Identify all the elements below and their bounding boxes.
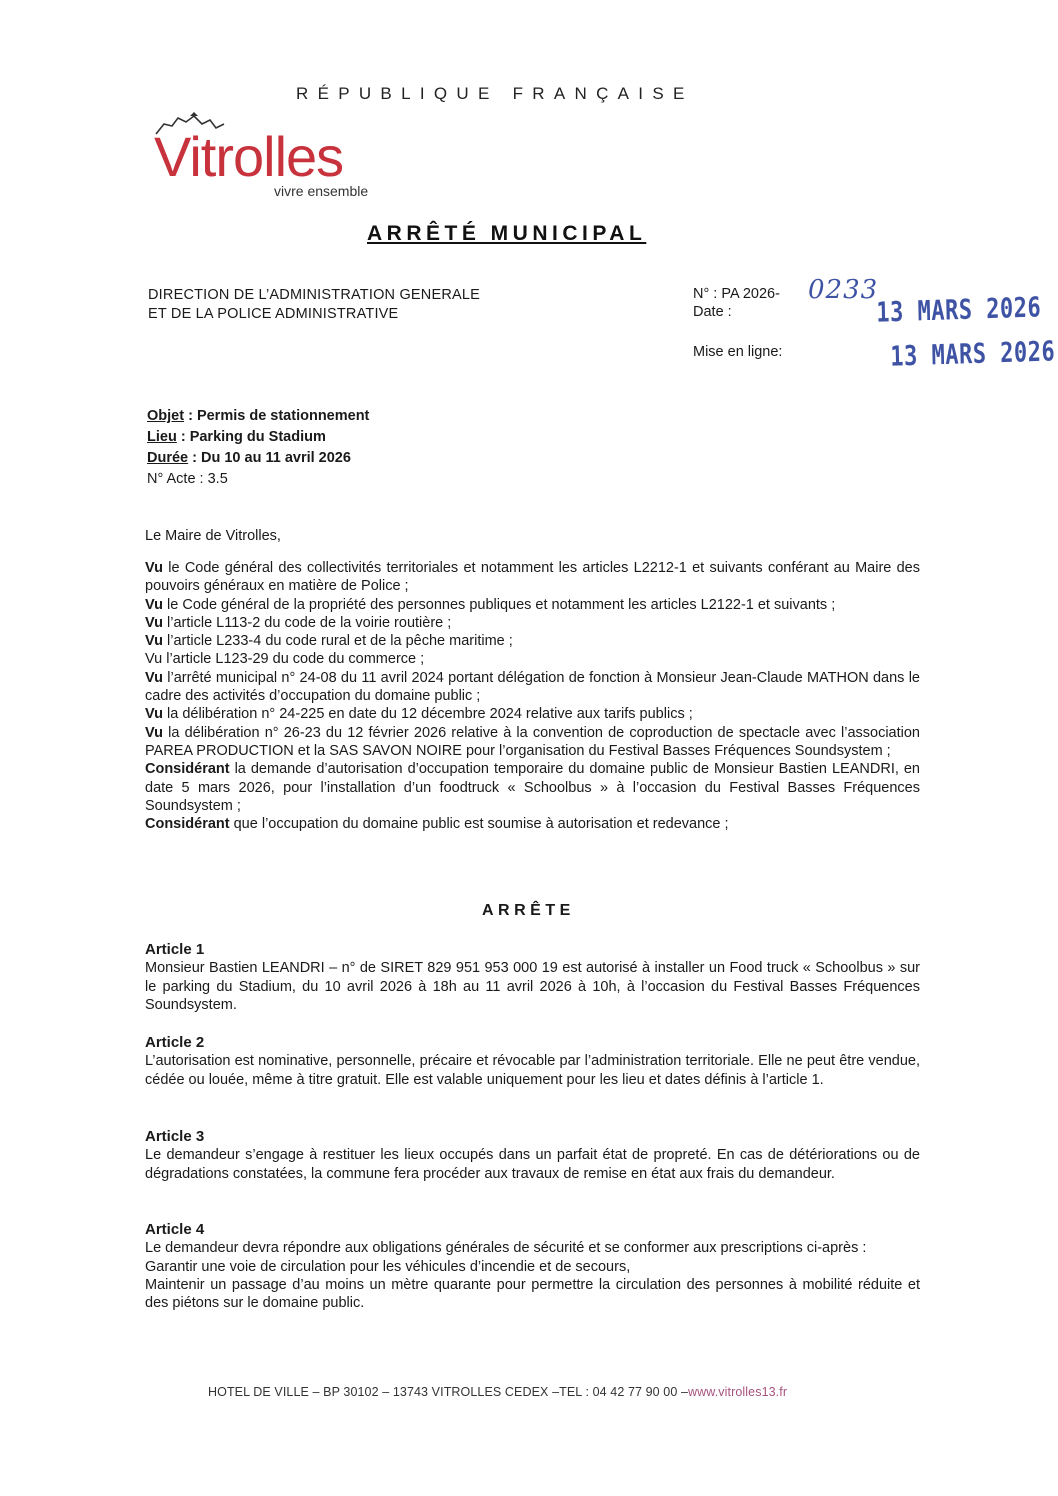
duree-line (147, 448, 369, 469)
article-paragraph: L’autorisation est nominative, personnelle, précaire et révocable par l’administration territoriale. Elle ne peut être vendue, cédée ou louée, même à titre gratuit. Elle est valable uniquement pour les lieu et dates définis à l’article 1. (145, 1053, 920, 1088)
visa-item (145, 632, 920, 650)
acte-line: N° Acte : 3.5 (147, 471, 228, 487)
article-title: Article 3 (145, 1128, 205, 1145)
article-title: Article 4 (145, 1221, 205, 1238)
visa-prefix: Considérant (145, 761, 230, 778)
footer (208, 1385, 787, 1399)
logo-wordmark: Vitrolles (154, 125, 344, 188)
article-paragraph: Le demandeur devra répondre aux obligations générales de sécurité et se conformer aux prescriptions ci-après : (145, 1240, 867, 1257)
visa-item (145, 815, 920, 833)
objet-block (147, 406, 369, 490)
visas-list (145, 559, 920, 833)
visa-text: que l’occupation du domaine public est soumise à autorisation et redevance ; (229, 816, 729, 833)
visa-text: l’article L233-4 du code rural et de la pêche maritime ; (163, 633, 513, 650)
article-3 (145, 1128, 920, 1183)
lieu-line (147, 427, 369, 448)
objet-value: : Permis de stationnement (184, 408, 370, 424)
visa-prefix: Vu (145, 724, 163, 741)
visa-item (145, 705, 920, 723)
article-paragraph: Maintenir un passage d’au moins un mètre quarante pour permettre la circulation des personnes à mobilité réduite et des piétons sur le domaine public. (145, 1276, 920, 1312)
article-paragraph: Garantir une voie de circulation pour les véhicules d’incendie et de secours, (145, 1258, 631, 1275)
visa-prefix: Vu (145, 651, 163, 668)
visa-item (145, 614, 920, 632)
objet-label: Objet (147, 408, 185, 424)
intro-text: Le Maire de Vitrolles, (145, 528, 281, 544)
mise-en-ligne-label: Mise en ligne: (693, 344, 783, 360)
visa-item (145, 559, 920, 596)
article-4 (145, 1221, 920, 1312)
visa-prefix: Vu (145, 560, 163, 576)
visa-item (145, 596, 920, 614)
visa-prefix: Vu (145, 706, 163, 723)
direction-block (148, 286, 480, 324)
logo-tagline: vivre ensemble (274, 183, 369, 199)
visa-prefix: Vu (145, 596, 163, 613)
document-title: ARRÊTÉ MUNICIPAL (367, 222, 647, 245)
article-paragraph: Monsieur Bastien LEANDRI – n° de SIRET 829 951 953 000 19 est autorisé à installer un Food truck « Schoolbus » sur le parking du Stadium, du 10 avril 2026 à 18h au 11 avril 2026 à 10h, à l’occasion du Festival Basses Fréquences Soundsystem. (145, 960, 920, 1013)
visa-text: le Code général de la propriété des personnes publiques et notamment les articles L2122-1 et suivants ; (163, 596, 836, 613)
duree-label: Durée (147, 450, 189, 466)
visa-prefix: Vu (145, 614, 163, 631)
duree-value: : Du 10 au 11 avril 2026 (188, 450, 351, 466)
direction-line-2: ET DE LA POLICE ADMINISTRATIVE (148, 306, 399, 322)
direction-line-1: DIRECTION DE L’ADMINISTRATION GENERALE (148, 287, 481, 303)
visa-prefix: Vu (145, 633, 163, 650)
lieu-value: : Parking du Stadium (176, 429, 326, 445)
numero-handwritten-value: 0233 (808, 275, 879, 305)
visa-text: l’article L113-2 du code de la voirie routière ; (163, 614, 452, 631)
article-paragraph: Le demandeur s’engage à restituer les lieux occupés dans un parfait état de propreté. En cas de détériorations ou de dégradations constatées, la commune fera procéder aux travaux de remise en état aux frais du demandeur. (145, 1147, 920, 1182)
article-title: Article 2 (145, 1034, 205, 1051)
visa-text: la demande d’autorisation d’occupation temporaire du domaine public de Monsieur Bastien LEANDRI, en date 5 mars 2026, pour l’installation d’un foodtruck « Schoolbus » à l’occasion du Festival Basses Fréquences Soundsystem ; (145, 761, 920, 814)
visa-prefix: Vu (145, 669, 163, 686)
republique-francaise-heading: RÉPUBLIQUE FRANÇAISE (296, 84, 694, 103)
visa-text: l’arrêté municipal n° 24-08 du 11 avril 2024 portant délégation de fonction à Monsieur Jean-Claude MATHON dans le cadre des activités d’occupation du domaine public ; (145, 669, 920, 705)
vitrolles-logo (150, 112, 400, 204)
mise-en-ligne-stamp: 13 MARS 2026 (890, 336, 1056, 374)
visa-item (145, 760, 920, 815)
article-1 (145, 941, 920, 1014)
article-title: Article 1 (145, 941, 205, 958)
visa-text: la délibération n° 26-23 du 12 février 2026 relative à la convention de coproduction de spectacle avec l’association PAREA PRODUCTION et la SAS SAVON NOIRE pour l’organisation du Festival Basses Fréquences Soundsystem ; (145, 724, 920, 759)
footer-address: HOTEL DE VILLE – BP 30102 – 13743 VITROLLES CEDEX –TEL : 04 42 77 90 00 – (208, 1385, 689, 1399)
visa-prefix: Considérant (145, 816, 230, 833)
footer-website-link[interactable]: www.vitrolles13.fr (688, 1385, 788, 1399)
objet-line (147, 406, 369, 427)
numero-label: N° : PA 2026- (693, 286, 780, 302)
visa-item (145, 650, 920, 668)
arrete-heading: ARRÊTE (482, 902, 575, 919)
visa-text: le Code général des collectivités territoriales et notamment les articles L2212-1 et suivants conférant au Maire des pouvoirs généraux en matière de Police ; (145, 560, 920, 595)
date-stamp: 13 MARS 2026 (876, 292, 1042, 330)
lieu-label: Lieu (147, 429, 177, 445)
article-2 (145, 1034, 920, 1089)
visa-item (145, 724, 920, 761)
vitrolles-logo-graphic (150, 112, 400, 204)
visa-text: la délibération n° 24-225 en date du 12 décembre 2024 relative aux tarifs publics ; (163, 706, 693, 723)
date-label: Date : (693, 304, 732, 320)
visa-item (145, 669, 920, 706)
visa-text: l’article L123-29 du code du commerce ; (162, 651, 425, 668)
